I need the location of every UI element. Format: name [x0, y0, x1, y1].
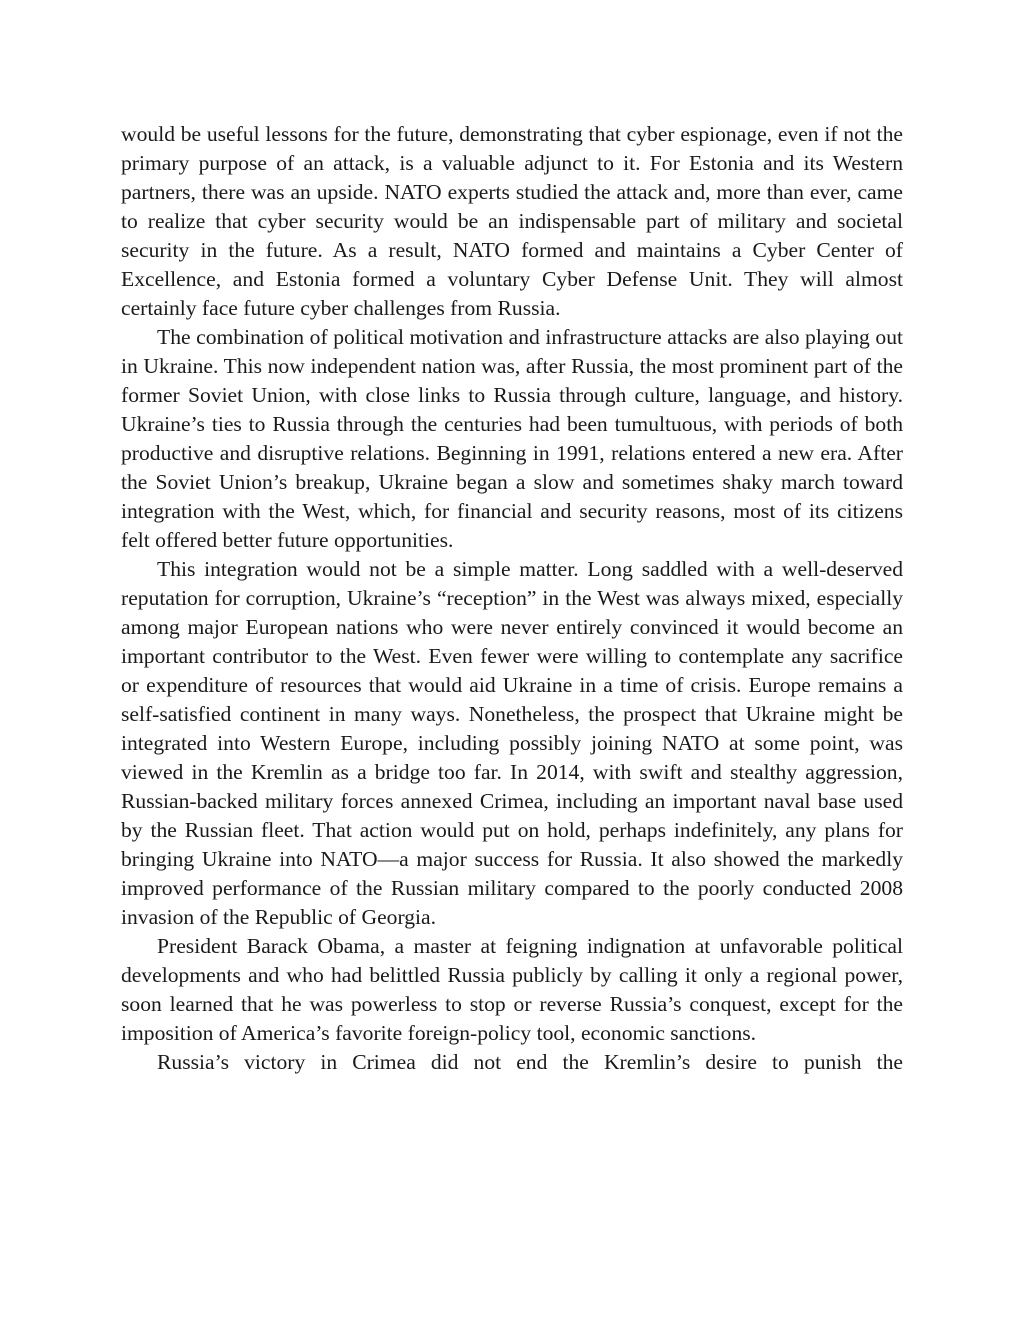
paragraph-4: President Barack Obama, a master at feigning indignation at unfavorable political developments and who had belittled Russia publicly by calling it only a regional power, soon learned that he was powerless to stop or reverse Russia’s conquest, except for the imposition of America’s favorite foreign-policy tool, economic sanctions.: [121, 934, 903, 1045]
paragraph-1: would be useful lessons for the future, demonstrating that cyber espionage, even if not the primary purpose of an attack, is a valuable adjunct to it. For Estonia and its Western partners, there was an upside. NATO experts studied the attack and, more than ever, came to realize that cyber security would be an indispensable part of military and societal security in the future. As a result, NATO formed and maintains a Cyber Center of Excellence, and Estonia formed a voluntary Cyber Defense Unit. They will almost certainly face future cyber challenges from Russia.: [121, 122, 903, 320]
paragraph-5: Russia’s victory in Crimea did not end the Kremlin’s desire to punish the: [157, 1050, 903, 1074]
body-text: [121, 120, 903, 1077]
paragraph-2: The combination of political motivation and infrastructure attacks are also playing out in Ukraine. This now independent nation was, after Russia, the most prominent part of the former Soviet Union, with close links to Russia through culture, language, and history. Ukraine’s ties to Russia through the centuries had been tumultuous, with periods of both productive and disruptive relations. Beginning in 1991, relations entered a new era. After the Soviet Union’s breakup, Ukraine began a slow and sometimes shaky march toward integration with the West, which, for financial and security reasons, most of its citizens felt offered better future opportunities.: [121, 325, 903, 552]
paragraph-3: This integration would not be a simple matter. Long saddled with a well-deserved reputation for corruption, Ukraine’s “reception” in the West was always mixed, especially among major European nations who were never entirely convinced it would become an important contributor to the West. Even fewer were willing to contemplate any sacrifice or expenditure of resources that would aid Ukraine in a time of crisis. Europe remains a self-satisfied continent in many ways. Nonetheless, the prospect that Ukraine might be integrated into Western Europe, including possibly joining NATO at some point, was viewed in the Kremlin as a bridge too far. In 2014, with swift and stealthy aggression, Russian-backed military forces annexed Crimea, including an important naval base used by the Russian fleet. That action would put on hold, perhaps indefinitely, any plans for bringing Ukraine into NATO—a major success for Russia. It also showed the markedly improved performance of the Russian military compared to the poorly conducted 2008 invasion of the Republic of Georgia.: [121, 557, 903, 929]
